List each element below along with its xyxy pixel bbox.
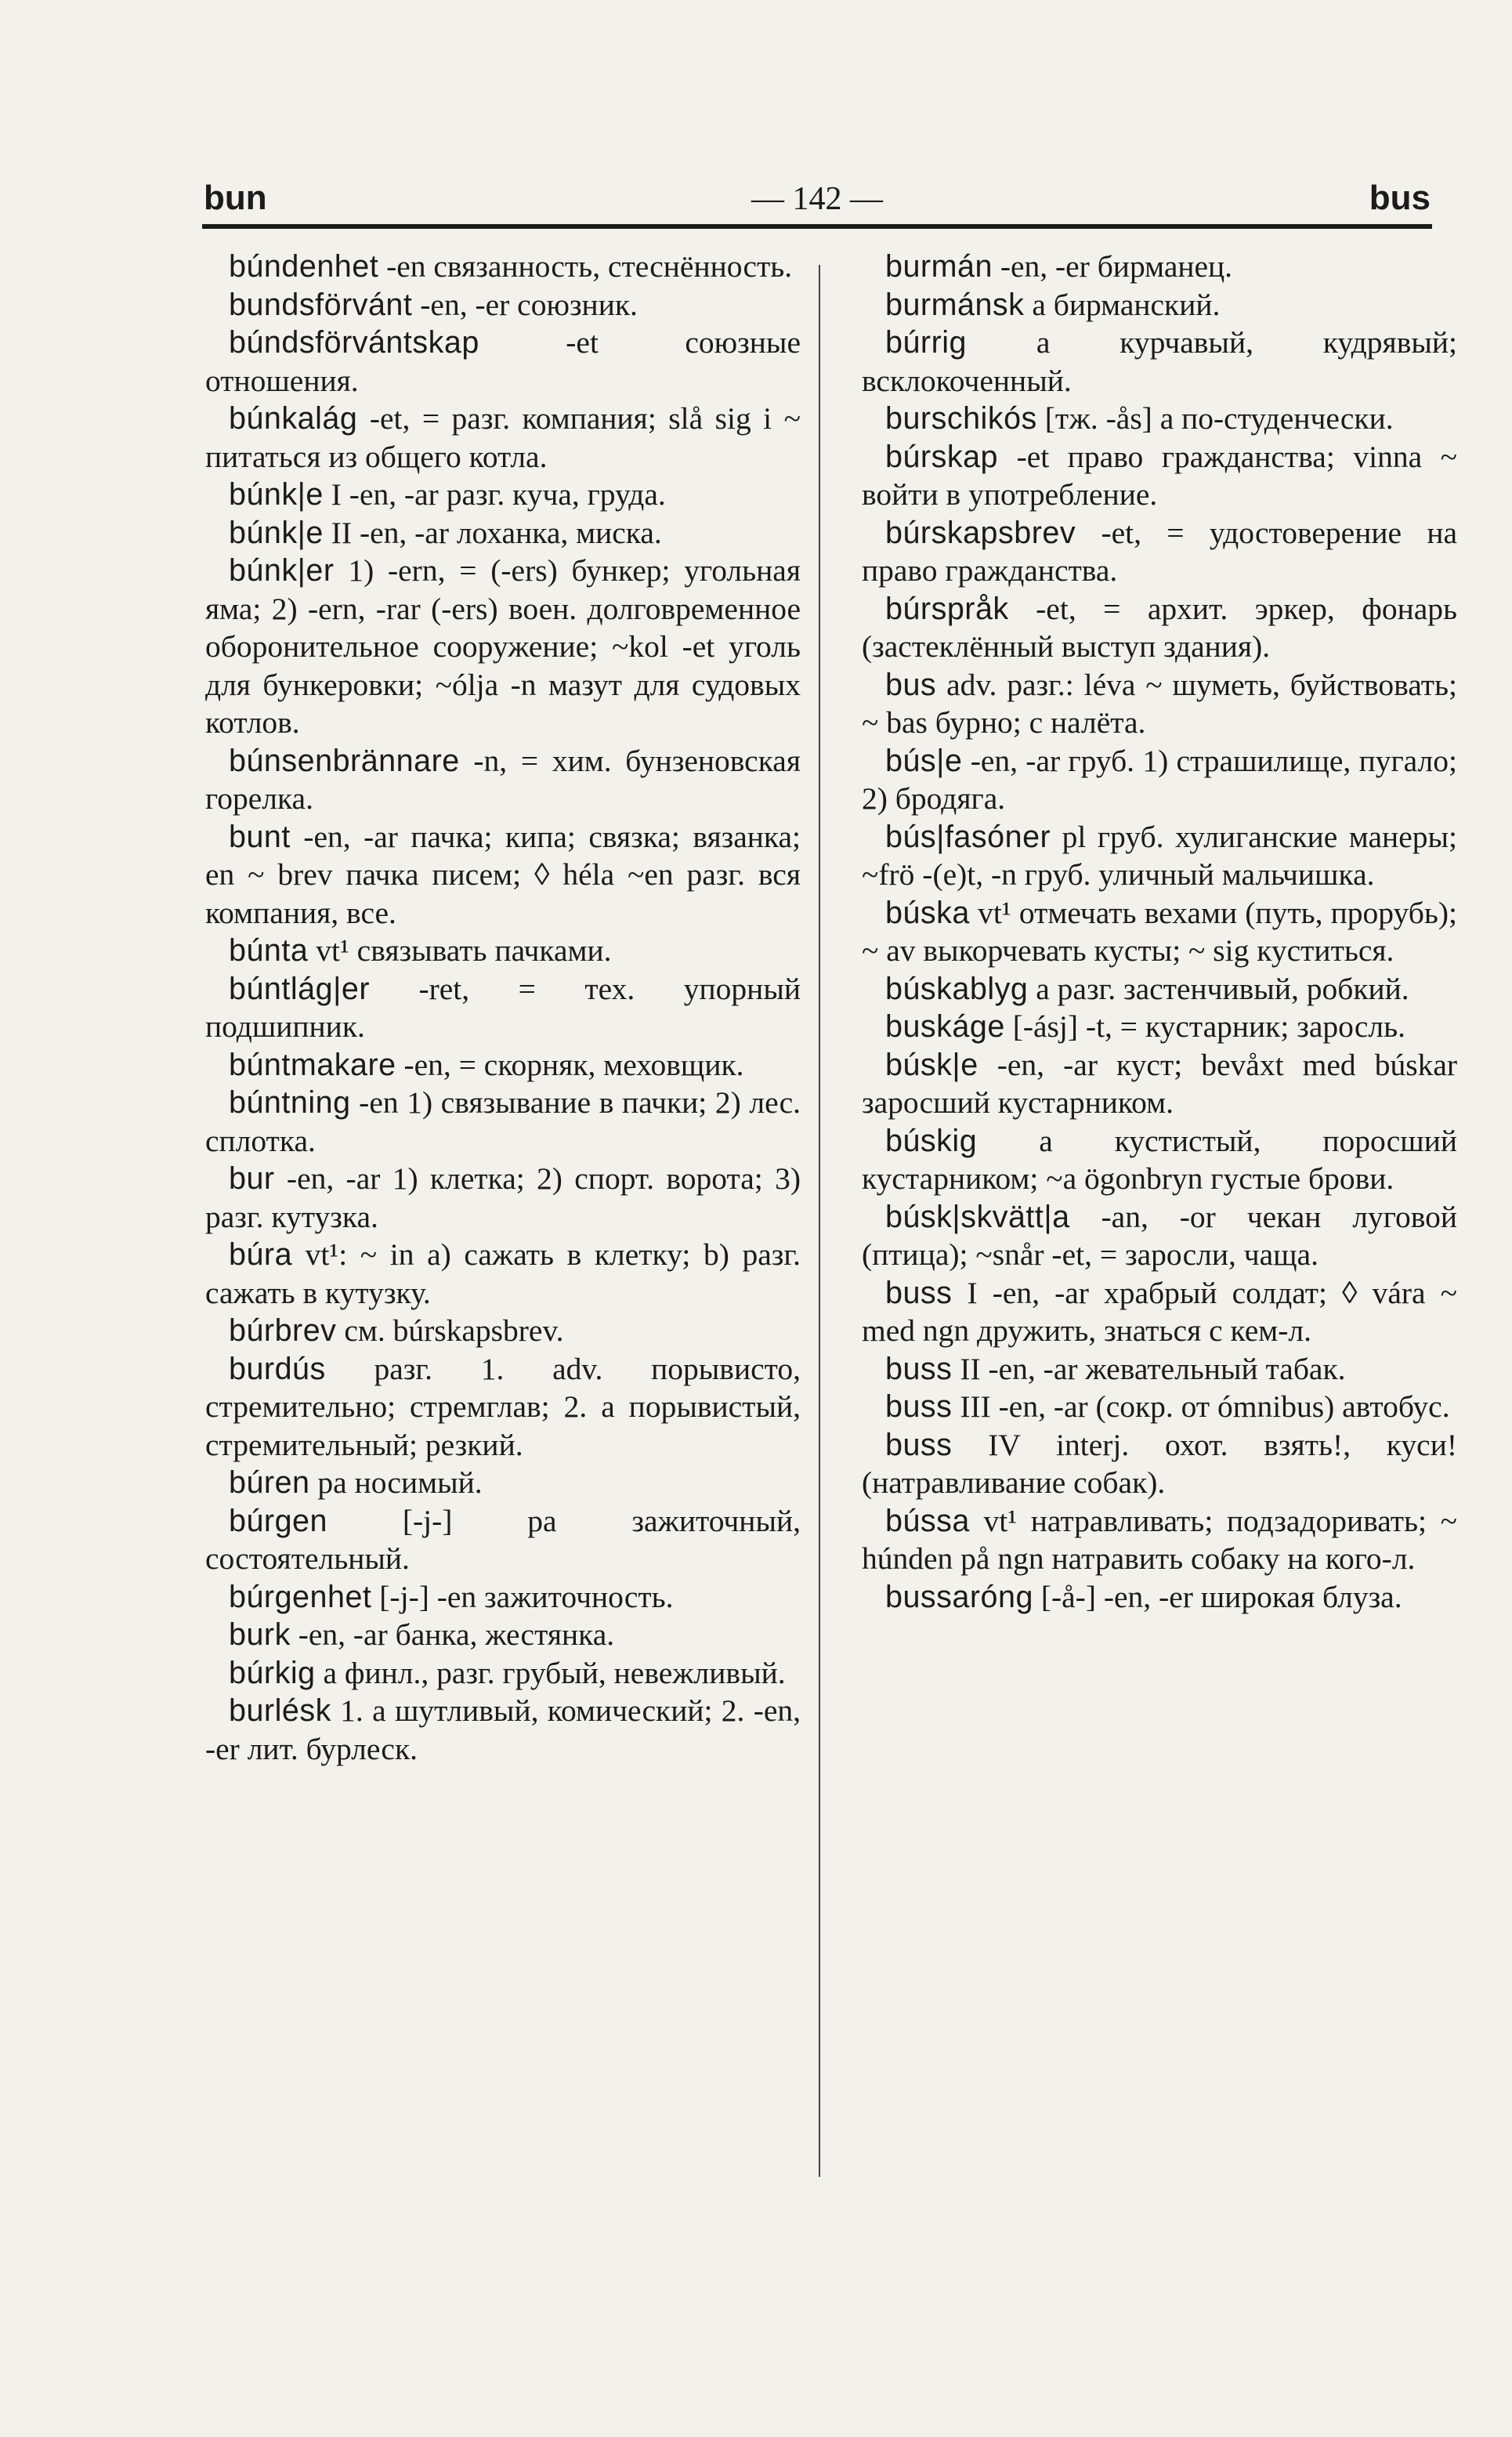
entry-definition: -et, = разг. компания; slå sig i ~ питаться из общего котла. [205, 401, 801, 474]
entry-headword: buskáge [885, 1009, 1005, 1044]
dictionary-entry [862, 666, 1457, 742]
entry-definition: a разг. застенчивый, робкий. [1036, 971, 1409, 1006]
entry-definition: -an, -or чекан луговой (птица); ~snår -et, = заросли, чаща. [862, 1199, 1457, 1272]
dictionary-entry [862, 248, 1457, 286]
entry-definition: -ret, = тех. упорный подшипник. [205, 971, 801, 1044]
left-column [205, 248, 801, 1768]
dictionary-entry [862, 324, 1457, 400]
entry-headword: búrgen [229, 1503, 327, 1538]
entry-headword: búnk|e [229, 515, 324, 550]
entry-headword: búnta [229, 933, 309, 968]
dictionary-entry [205, 1464, 801, 1502]
entry-headword: burk [229, 1617, 291, 1652]
entry-headword: búren [229, 1465, 310, 1500]
entry-headword: búskig [885, 1123, 978, 1158]
entry-definition: a финл., разг. грубый, невежливый. [323, 1655, 786, 1690]
dictionary-entry [205, 1692, 801, 1768]
entry-definition: I -en, -ar храбрый солдат; ◊ vára ~ med ngn дружить, знаться с кем-л. [862, 1275, 1458, 1348]
entry-definition: I -en, -ar разг. куча, груда. [331, 477, 666, 512]
entry-definition: vt¹: ~ in a) сажать в клетку; b) разг. сажать в кутузку. [205, 1237, 801, 1310]
entry-headword: búntmakare [229, 1047, 396, 1082]
entry-definition: -en, -ar 1) клетка; 2) спорт. ворота; 3) разг. кутузка. [205, 1161, 801, 1234]
entry-definition: a кустистый, поросший кустарником; ~a ögonbryn густые брови. [862, 1123, 1458, 1196]
entry-headword: búrbrev [229, 1313, 337, 1348]
dictionary-entry [862, 1350, 1457, 1389]
dictionary-entry [205, 1046, 801, 1085]
dictionary-entry [862, 1274, 1457, 1350]
dictionary-entry [862, 1388, 1457, 1426]
dictionary-entry [862, 1426, 1457, 1502]
entry-headword: búndsförvántskap [229, 325, 479, 360]
entry-definition: -et право гражданства; vinna ~ войти в употребление. [862, 439, 1457, 512]
entry-definition: II -en, -ar жевательный табак. [960, 1351, 1346, 1386]
dictionary-entry [862, 1046, 1457, 1122]
entry-definition: 1) -ern, = (-ers) бункер; угольная яма; 2) -ern, -rar (-ers) воен. долговременное оборонительное сооружение; ~kol -et уголь для бункеровки; ~ólja -n мазут для судовых котлов. [205, 553, 801, 740]
dictionary-entry [862, 514, 1457, 590]
entry-headword: búska [885, 895, 970, 930]
header-rule [202, 224, 1432, 229]
entry-headword: bús|fasóner [885, 819, 1051, 854]
entry-definition: -et, = архит. эркер, фонарь (застеклённый выступ здания). [862, 591, 1458, 664]
entry-definition: -et, = удостоверение на право гражданства. [862, 515, 1457, 588]
dictionary-entry [205, 1312, 801, 1350]
dictionary-entry [205, 932, 801, 970]
entry-definition: -en, -ar груб. 1) страшилище, пугало; 2) бродяга. [862, 743, 1457, 816]
entry-definition: a курчавый, кудрявый; всклокоченный. [862, 325, 1458, 398]
dictionary-entry [862, 894, 1457, 970]
dictionary-entry [205, 1350, 801, 1465]
guide-word-right: bus [1369, 179, 1431, 217]
entry-definition: vt¹ натравливать; подзадоривать; ~ húnden på ngn натравить собаку на кого-л. [862, 1503, 1458, 1576]
entry-headword: búskablyg [885, 971, 1029, 1006]
dictionary-entry [205, 1236, 801, 1312]
entry-headword: búrspråk [885, 591, 1009, 626]
entry-headword: bús|e [885, 743, 963, 778]
entry-headword: burdús [229, 1351, 326, 1386]
dictionary-entry [205, 742, 801, 818]
dictionary-entry [205, 286, 801, 324]
entry-headword: búntlág|er [229, 971, 370, 1006]
entry-headword: búrskapsbrev [885, 515, 1076, 550]
dictionary-entry [205, 1616, 801, 1654]
entry-definition: -n, = хим. бунзеновская горелка. [205, 743, 801, 816]
entry-definition: -et союзные отношения. [205, 325, 801, 398]
entry-definition: -en, = скорняк, меховщик. [403, 1047, 744, 1082]
dictionary-entry [205, 552, 801, 742]
dictionary-entry [205, 1160, 801, 1236]
running-head [204, 171, 1431, 218]
entry-definition: a бирманский. [1032, 287, 1221, 322]
entry-definition: см. búrskapsbrev. [344, 1313, 564, 1348]
entry-definition: -en, -ar куст; bevåxt med búskar заросший кустарником. [862, 1047, 1458, 1120]
entry-definition: разг. 1. adv. порывисто, стремительно; стремглав; 2. a порывистый, стремительный; резкий. [205, 1351, 801, 1462]
dictionary-entry [205, 1654, 801, 1693]
entry-definition: III -en, -ar (сокр. от ómnibus) автобус. [960, 1389, 1450, 1424]
dictionary-entry [205, 1084, 801, 1160]
entry-definition: -en 1) связывание в пачки; 2) лес. сплотка. [205, 1085, 801, 1158]
entry-headword: búsk|skvätt|a [885, 1199, 1070, 1234]
dictionary-entry [205, 324, 801, 400]
dictionary-entry [862, 1578, 1457, 1617]
entry-headword: búrkig [229, 1655, 316, 1690]
right-column [862, 248, 1457, 1616]
dictionary-entry [205, 400, 801, 476]
dictionary-entry [205, 514, 801, 552]
dictionary-entry [205, 1578, 801, 1617]
entry-headword: bussaróng [885, 1579, 1033, 1614]
entry-headword: búnk|er [229, 553, 335, 588]
entry-headword: búrgenhet [229, 1579, 372, 1614]
entry-definition: -en связанность, стеснённость. [386, 249, 793, 284]
entry-headword: bunt [229, 819, 291, 854]
entry-definition: vt¹ отмечать вехами (путь, прорубь); ~ av выкорчевать кусты; ~ sig куститься. [862, 895, 1457, 968]
dictionary-entry [862, 1008, 1457, 1046]
dictionary-entry [205, 970, 801, 1046]
dictionary-entry [862, 818, 1457, 894]
entry-headword: buss [885, 1351, 953, 1386]
entry-headword: búrskap [885, 439, 999, 474]
dictionary-entry [862, 590, 1457, 666]
dictionary-entry [205, 818, 801, 932]
entry-definition: -en, -er бирманец. [1000, 249, 1233, 284]
entry-definition: pl груб. хулиганские манеры; ~frö -(e)t, -n груб. уличный мальчишка. [862, 819, 1457, 892]
page-number: — 142 — [751, 181, 883, 217]
entry-headword: búndenhet [229, 249, 379, 284]
entry-definition: [-ásj] -t, = кустарник; заросль. [1012, 1009, 1405, 1044]
entry-definition: pa носимый. [317, 1465, 483, 1500]
entry-headword: burschikós [885, 401, 1037, 436]
entry-headword: búnkalág [229, 401, 358, 436]
dictionary-entry [862, 742, 1457, 818]
dictionary-entry [862, 1198, 1457, 1274]
dictionary-entry [862, 286, 1457, 324]
entry-headword: bur [229, 1161, 275, 1196]
entry-headword: bus [885, 667, 937, 702]
entry-headword: buss [885, 1427, 953, 1462]
entry-definition: [-j-] pa зажиточный, состоятельный. [205, 1503, 801, 1576]
entry-definition: [тж. -ås] a по-студенчески. [1044, 401, 1394, 436]
entry-headword: búntning [229, 1085, 351, 1120]
entry-headword: búsk|e [885, 1047, 978, 1082]
entry-headword: búra [229, 1237, 293, 1272]
entry-definition: -en, -ar банка, жестянка. [298, 1617, 615, 1652]
column-divider [819, 265, 820, 2177]
entry-headword: burmán [885, 249, 993, 284]
entry-headword: bundsförvánt [229, 287, 413, 322]
entry-headword: búnsenbrännare [229, 743, 460, 778]
dictionary-entry [205, 476, 801, 514]
guide-word-left: bun [204, 179, 267, 217]
dictionary-entry [205, 248, 801, 286]
entry-headword: buss [885, 1389, 953, 1424]
entry-definition: -en, -er союзник. [420, 287, 638, 322]
entry-definition: IV interj. охот. взять!, куси! (натравливание собак). [862, 1427, 1458, 1500]
entry-headword: búnk|e [229, 477, 324, 512]
dictionary-entry [862, 438, 1457, 514]
dictionary-entry [862, 1122, 1457, 1198]
entry-definition: [-å-] -en, -er широкая блуза. [1040, 1579, 1402, 1614]
entry-headword: bússa [885, 1503, 970, 1538]
entry-definition: II -en, -ar лоханка, миска. [331, 515, 662, 550]
entry-headword: búrrig [885, 325, 967, 360]
dictionary-entry [862, 400, 1457, 438]
dictionary-entry [862, 970, 1457, 1008]
entry-definition: adv. разг.: léva ~ шуметь, буйствовать; ~ bas бурно; с налёта. [862, 667, 1457, 740]
entry-headword: burlésk [229, 1693, 331, 1728]
entry-headword: burmánsk [885, 287, 1025, 322]
dictionary-entry [862, 1502, 1457, 1578]
entry-headword: buss [885, 1275, 953, 1310]
entry-definition: vt¹ связывать пачками. [316, 933, 612, 968]
dictionary-entry [205, 1502, 801, 1578]
entry-definition: -en, -ar пачка; кипа; связка; вязанка; en ~ brev пачка писем; ◊ héla ~en разг. вся компания, все. [205, 819, 801, 930]
entry-definition: [-j-] -en зажиточность. [379, 1579, 674, 1614]
entry-definition: 1. a шутливый, комический; 2. -en, -er лит. бурлеск. [205, 1693, 801, 1766]
